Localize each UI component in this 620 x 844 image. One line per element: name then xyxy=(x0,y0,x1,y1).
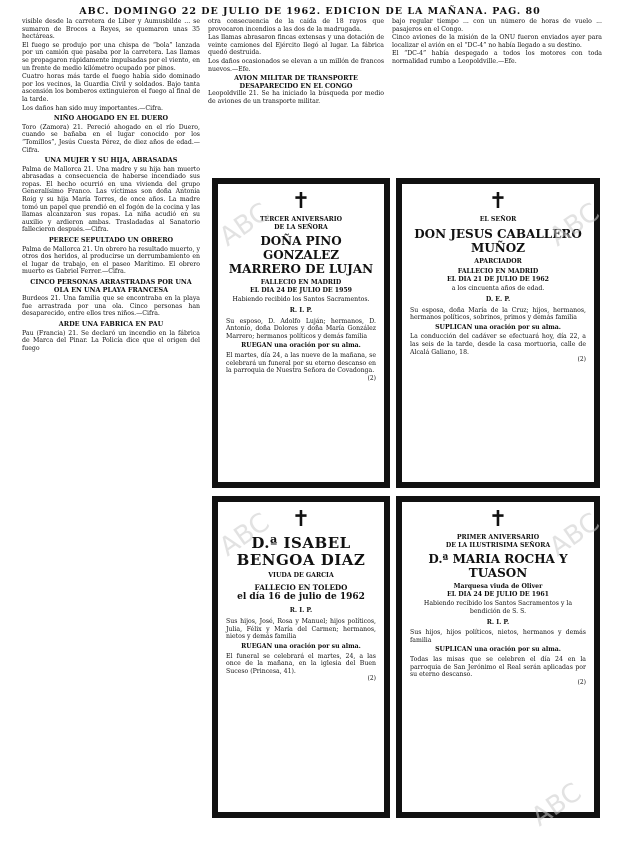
column-news-left xyxy=(22,18,200,838)
deceased-name: D.ª ISABEL BENGOA DIAZ xyxy=(236,534,366,569)
news-text: visible desde la carretera de Liber y Aumusbilde ... se sumaron de Brocos a Reyes, se quemaron unas 35 hectáreas. xyxy=(22,18,200,41)
watermark: ABC xyxy=(214,507,276,563)
rip-text: D. E. P. xyxy=(485,295,511,303)
deceased-name: D.ª MARIA ROCHA Y TUASON xyxy=(428,552,568,581)
sacraments-text: Habiendo recibido los Santos Sacramentos y la bendición de S. S. xyxy=(423,600,573,615)
deceased-name: DON JESUS CABALLERO MUÑOZ xyxy=(414,226,582,255)
obituary-heading: DE LA SEÑORA xyxy=(274,223,328,231)
title-text: Marquesa viuda de Oliver xyxy=(453,583,543,591)
news-text: Palma de Mallorca 21. Un obrero ha resultado muerto, y otros dos heridos, al producirse un derrumbamiento en el lugar de trabajo, en el paseo Marítimo. El obrero muerto es Gabriel Ferrer.—Cifra. xyxy=(22,245,200,276)
cross-icon: ✝ xyxy=(488,189,508,214)
widow-of: VIUDA DE GARCIA xyxy=(268,572,334,579)
prayer-request: RUEGAN una oración por su alma. xyxy=(241,642,361,650)
news-text: Toro (Zamora) 21. Pereció ahogado en el río Duero, cuando se bañaba en el lugar conocido por los “Tomillos”, Jesús Cuesta Pérez, de diez años de edad.—Cifra. xyxy=(22,123,200,154)
news-headline: AVION MILITAR DE TRANSPORTE DESAPARECIDO EN EL CONGO xyxy=(234,74,358,90)
page-header: ABC. DOMINGO 22 DE JULIO DE 1962. EDICION DE LA MAÑANA. PAG. 80 xyxy=(79,6,541,17)
prayer-request: SUPLICAN una oración por su alma. xyxy=(435,323,561,331)
news-headline: UNA MUJER Y SU HIJA, ABRASADAS xyxy=(44,156,178,165)
death-date: EL DIA 24 DE JULIO DE 1959 xyxy=(249,286,352,294)
death-date: EL DIA 21 DE JULIO DE 1962 xyxy=(446,275,549,283)
death-place: FALLECIO EN MADRID xyxy=(457,268,539,276)
news-text: otra consecuencia de la caída de 18 rayos que provocaron incendios a las dos de la madrugada. xyxy=(208,18,384,33)
family-text: Sus hijos, hijos políticos, nietos, hermanos y demás familia xyxy=(410,629,586,644)
ad-reference: (2) xyxy=(577,356,586,364)
news-text: Burdeos 21. Una familia que se encontraba en la playa fue arrastrada por una ola. Cinco personas han desaparecido, entre ellos tres niños.—Cifra. xyxy=(22,295,200,318)
news-headline: CINCO PERSONAS ARRASTRADAS POR UNA OLA EN UNA PLAYA FRANCESA xyxy=(30,278,192,294)
obituary-heading: TERCER ANIVERSARIO xyxy=(259,216,343,223)
watermark: ABC xyxy=(544,197,606,253)
profession: APARCIADOR xyxy=(474,257,522,265)
news-text: El “DC-4” había despegado a todos los motores con toda normalidad rumbo a Leopoldville.—Efe. xyxy=(392,50,602,65)
news-text: Las llamas abrasaron fincas extensas y una dotación de veinte camiones del Ejército llegó al lugar. La fábrica quedó destruida. xyxy=(208,34,384,57)
news-text: Pau (Francia) 21. Se declaró un incendio en la fábrica de Marca del Pinar. La Policía dice que el origen del fuego xyxy=(22,329,200,352)
death-date: el día 16 de julio de 1962 xyxy=(237,591,365,602)
rip-text: R. I. P. xyxy=(289,606,313,614)
news-text: Leopoldville 21. Se ha iniciado la búsqueda por medio de aviones de un transporte militar. xyxy=(208,90,384,105)
ad-reference: (2) xyxy=(367,675,376,683)
news-text: Los daños han sido muy importantes.—Cifra. xyxy=(22,104,163,112)
family-text: Sus hijos, José, Rosa y Manuel; hijos políticos, Julia, Félix y María del Carmen; hermanos, nietos y demás familia xyxy=(226,618,376,641)
news-headline: NIÑO AHOGADO EN EL DUERO xyxy=(53,114,169,123)
death-place: FALLECIO EN TOLEDO xyxy=(254,582,348,592)
watermark: ABC xyxy=(544,507,606,563)
mass-text: Todas las misas que se celebren el día 24 en la parroquia de San Jerónimo el Real serán aplicadas por su eterno descanso. xyxy=(410,655,586,679)
rip-text: R. I. P. xyxy=(289,306,313,314)
watermark: ABC xyxy=(526,777,588,833)
prayer-request: RUEGAN una oración por su alma. xyxy=(241,342,361,350)
mass-text: El martes, día 24, a las nueve de la mañana, se celebrará un funeral por su eterno descanso en la parroquia de Nuestra Señora de Covadonga. xyxy=(226,351,376,375)
prayer-request: SUPLICAN una oración por su alma. xyxy=(435,646,561,654)
mass-text: La conducción del cadáver se efectuará hoy, día 22, a las seis de la tarde, desde la casa mortuoria, calle de Alcalá Galiano, 18. xyxy=(410,333,586,356)
ad-reference: (2) xyxy=(367,374,376,382)
cross-icon: ✝ xyxy=(291,189,311,214)
news-headline: PERECE SEPULTADO UN OBRERO xyxy=(48,236,174,245)
age-text: a los cincuenta años de edad. xyxy=(451,285,545,293)
family-text: Su esposo, D. Adolfo Luján; hermanos, D. Antonio, doña Dolores y doña María González Marrero; hermanos políticos y demás familia xyxy=(226,317,376,340)
mass-text: El funeral se celebrará el martes, 24, a las once de la mañana, en la iglesia del Buen Suceso (Princesa, 41). xyxy=(226,652,376,675)
deceased-name: DOÑA PINO GONZALEZ MARRERO DE LUJAN xyxy=(228,234,374,277)
obituary-heading: EL SEÑOR xyxy=(479,216,517,223)
news-text: Cinco aviones de la misión de la ONU fueron enviados ayer para localizar el avión en el “DC-4” no había llegado a su destino. xyxy=(392,34,602,49)
family-text: Su esposa, doña María de la Cruz; hijos, hermanos, hermanos políticos, sobrinos, primos y demás familia xyxy=(410,306,586,322)
rip-text: R. I. P. xyxy=(486,618,510,626)
news-text: El fuego se produjo por una chispa de “bola” lanzada por un camión que pasaba por la carretera. Las llamas se propagaron rápidamente impulsadas por el viento, en un frente de medio kilómetro ocupado por pinos. xyxy=(22,41,200,72)
ad-reference: (2) xyxy=(577,678,586,686)
sacraments-text: Habiendo recibido los Santos Sacramentos. xyxy=(232,296,370,304)
obituary-heading: DE LA ILUSTRISIMA SEÑORA xyxy=(445,541,551,549)
column-news-right xyxy=(392,18,602,182)
cross-icon: ✝ xyxy=(488,507,508,532)
column-news-middle xyxy=(208,18,384,174)
news-text: Cuatro horas más tarde el fuego había sido dominado por los vecinos, la Guardia Civil y soldados. Bajo tanta ascensión los bomberos extinguieron el fuego al final de la tarde. xyxy=(22,73,200,103)
obituary-heading: PRIMER ANIVERSARIO xyxy=(456,534,540,541)
death-place: FALLECIO EN MADRID xyxy=(260,279,342,287)
news-text: Palma de Mallorca 21. Una madre y su hija han muerto abrasadas a consecuencia de haberse incendiado sus ropas. El hecho ocurrió en una vivienda del grupo Generalísimo Franco. Las víctimas son doña Antonia Roig y su hija María Torres, de once años. La madre tomó un papel que prendió en el fogón de la cocina y las llamas alcanzaron sus ropas. La niña acudió en su auxilio y ardieron ambas. Trasladadas al Sanatorio fallecieron después.—Cifra. xyxy=(22,165,200,234)
death-date: EL DIA 24 DE JULIO DE 1961 xyxy=(446,590,549,598)
news-text: bajo regular tiempo ... con un número de horas de vuelo ... pasajeros en el Congo. xyxy=(392,18,602,33)
news-headline: ARDE UNA FABRICA EN PAU xyxy=(58,319,164,328)
watermark: ABC xyxy=(214,197,276,253)
cross-icon: ✝ xyxy=(291,507,311,532)
news-text: Los daños ocasionados se elevan a un millón de francos nuevos.—Efe. xyxy=(208,57,384,73)
